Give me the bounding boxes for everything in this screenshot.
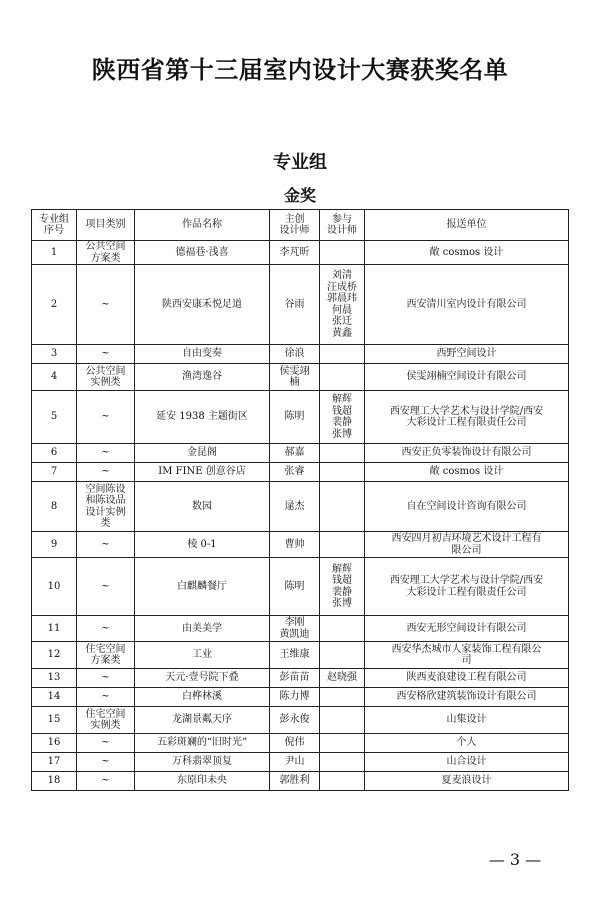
- cell-work-name: 陕西安康禾悦足道: [135, 265, 270, 345]
- cell-project-category: ~: [77, 753, 135, 772]
- cell-lead-designer: 陈力博: [270, 688, 320, 707]
- cell-submitting-unit: 夏麦浪设计: [365, 772, 569, 791]
- cell-work-name: 棱 0-1: [135, 532, 270, 558]
- table-row: [32, 707, 569, 734]
- cell-participating-designers: 赵晓强: [320, 669, 365, 688]
- table-row: [32, 463, 569, 482]
- cell-serial-number: 11: [32, 616, 77, 642]
- cell-participating-designers: [320, 444, 365, 463]
- cell-serial-number: 8: [32, 482, 77, 532]
- awards-table: [31, 209, 569, 791]
- table-row: [32, 241, 569, 265]
- cell-serial-number: 10: [32, 558, 77, 616]
- cell-submitting-unit: 西安理工大学艺术与设计学院/西安 大彩设计工程有限责任公司: [365, 558, 569, 616]
- cell-work-name: 白麒麟餐厅: [135, 558, 270, 616]
- cell-work-name: 龙湖景粼天序: [135, 707, 270, 734]
- cell-participating-designers: 解辉 钱超 裴静 张博: [320, 391, 365, 444]
- cell-submitting-unit: 自在空间设计咨询有限公司: [365, 482, 569, 532]
- cell-submitting-unit: 西安正负零装饰设计有限公司: [365, 444, 569, 463]
- cell-work-name: 金昆阁: [135, 444, 270, 463]
- table-row: [32, 642, 569, 669]
- cell-lead-designer: 王维康: [270, 642, 320, 669]
- table-header-row: [32, 210, 569, 241]
- cell-submitting-unit: 西安清川室内设计有限公司: [365, 265, 569, 345]
- award-title: 金奖: [283, 186, 316, 205]
- cell-project-category: ~: [77, 345, 135, 364]
- cell-lead-designer: 李芃昕: [270, 241, 320, 265]
- table-row: [32, 616, 569, 642]
- cell-project-category: 空间陈设 和陈设品 设计实例 类: [77, 482, 135, 532]
- cell-work-name: 自由变奏: [135, 345, 270, 364]
- cell-participating-designers: [320, 688, 365, 707]
- table-row: [32, 753, 569, 772]
- cell-work-name: 德福巷·浅喜: [135, 241, 270, 265]
- cell-serial-number: 12: [32, 642, 77, 669]
- cell-serial-number: 15: [32, 707, 77, 734]
- cell-participating-designers: [320, 616, 365, 642]
- cell-submitting-unit: 西安华杰城市人家装饰工程有限公 司: [365, 642, 569, 669]
- cell-submitting-unit: 敞 cosmos 设计: [365, 241, 569, 265]
- cell-participating-designers: [320, 734, 365, 753]
- cell-submitting-unit: 西安格欣建筑装饰设计有限公司: [365, 688, 569, 707]
- cell-participating-designers: [320, 753, 365, 772]
- cell-submitting-unit: 个人: [365, 734, 569, 753]
- cell-project-category: ~: [77, 734, 135, 753]
- cell-lead-designer: 曹帅: [270, 532, 320, 558]
- cell-project-category: ~: [77, 772, 135, 791]
- cell-serial-number: 17: [32, 753, 77, 772]
- table-row: [32, 772, 569, 791]
- cell-lead-designer: 郭胜利: [270, 772, 320, 791]
- cell-submitting-unit: 敞 cosmos 设计: [365, 463, 569, 482]
- document-title: 陕西省第十三届室内设计大赛获奖名单: [91, 55, 509, 84]
- cell-project-category: ~: [77, 463, 135, 482]
- header-project-category: 项目类别: [77, 210, 135, 241]
- cell-work-name: 数园: [135, 482, 270, 532]
- cell-serial-number: 5: [32, 391, 77, 444]
- cell-project-category: ~: [77, 391, 135, 444]
- cell-participating-designers: [320, 345, 365, 364]
- cell-submitting-unit: 西安理工大学艺术与设计学院/西安 大彩设计工程有限责任公司: [365, 391, 569, 444]
- cell-submitting-unit: 西野空间设计: [365, 345, 569, 364]
- table-row: [32, 734, 569, 753]
- cell-work-name: 延安 1938 主题街区: [135, 391, 270, 444]
- cell-lead-designer: 徐浪: [270, 345, 320, 364]
- cell-submitting-unit: 侯雯翊楠空间设计有限公司: [365, 364, 569, 391]
- cell-project-category: ~: [77, 688, 135, 707]
- header-participating-designers: 参与 设计师: [320, 210, 365, 241]
- header-submitting-unit: 报送单位: [365, 210, 569, 241]
- cell-lead-designer: 彭苗苗: [270, 669, 320, 688]
- cell-participating-designers: [320, 532, 365, 558]
- cell-participating-designers: [320, 482, 365, 532]
- cell-work-name: 由美美学: [135, 616, 270, 642]
- cell-submitting-unit: 山合设计: [365, 753, 569, 772]
- cell-project-category: ~: [77, 558, 135, 616]
- cell-project-category: 公共空间 方案类: [77, 241, 135, 265]
- header-work-name: 作品名称: [135, 210, 270, 241]
- cell-participating-designers: 解辉 钱超 裴静 张博: [320, 558, 365, 616]
- cell-work-name: 五彩斑斓的“旧时光”: [135, 734, 270, 753]
- cell-project-category: ~: [77, 616, 135, 642]
- cell-lead-designer: 尹山: [270, 753, 320, 772]
- cell-participating-designers: [320, 772, 365, 791]
- cell-participating-designers: [320, 241, 365, 265]
- cell-submitting-unit: 西安四月初吉环境艺术设计工程有 限公司: [365, 532, 569, 558]
- cell-lead-designer: 彭永俊: [270, 707, 320, 734]
- cell-lead-designer: 李刚 黄凯迪: [270, 616, 320, 642]
- table-row: [32, 482, 569, 532]
- cell-work-name: 白桦林溪: [135, 688, 270, 707]
- cell-lead-designer: 陈明: [270, 558, 320, 616]
- cell-project-category: 公共空间 实例类: [77, 364, 135, 391]
- cell-work-name: 万科翡翠顶复: [135, 753, 270, 772]
- cell-work-name: 渔湾逸谷: [135, 364, 270, 391]
- table-row: [32, 391, 569, 444]
- cell-lead-designer: 逯杰: [270, 482, 320, 532]
- cell-serial-number: 9: [32, 532, 77, 558]
- table-row: [32, 364, 569, 391]
- cell-participating-designers: [320, 463, 365, 482]
- cell-lead-designer: 倪伟: [270, 734, 320, 753]
- cell-lead-designer: 侯雯翊 楠: [270, 364, 320, 391]
- cell-serial-number: 18: [32, 772, 77, 791]
- cell-participating-designers: 刘清 汪成桥 郭晨玮 何晨 张迁 黄鑫: [320, 265, 365, 345]
- awards-table-body: [32, 241, 569, 791]
- cell-work-name: 工业: [135, 642, 270, 669]
- table-row: [32, 265, 569, 345]
- cell-serial-number: 13: [32, 669, 77, 688]
- cell-work-name: 东原印未央: [135, 772, 270, 791]
- cell-submitting-unit: 山集设计: [365, 707, 569, 734]
- header-serial-number: 专业组 序号: [32, 210, 77, 241]
- cell-project-category: 住宅空间 方案类: [77, 642, 135, 669]
- table-row: [32, 532, 569, 558]
- cell-serial-number: 3: [32, 345, 77, 364]
- header-lead-designer: 主创 设计师: [270, 210, 320, 241]
- cell-participating-designers: [320, 707, 365, 734]
- page-number: — 3 —: [488, 850, 542, 869]
- cell-project-category: ~: [77, 265, 135, 345]
- cell-serial-number: 6: [32, 444, 77, 463]
- cell-work-name: 天元·壹号院下叠: [135, 669, 270, 688]
- table-row: [32, 558, 569, 616]
- table-row: [32, 345, 569, 364]
- cell-lead-designer: 张睿: [270, 463, 320, 482]
- cell-serial-number: 1: [32, 241, 77, 265]
- cell-serial-number: 7: [32, 463, 77, 482]
- cell-serial-number: 2: [32, 265, 77, 345]
- cell-project-category: ~: [77, 444, 135, 463]
- cell-work-name: IM FINE 创意谷店: [135, 463, 270, 482]
- cell-participating-designers: [320, 364, 365, 391]
- cell-submitting-unit: 陕西麦浪建设工程有限公司: [365, 669, 569, 688]
- cell-submitting-unit: 西安无形空间设计有限公司: [365, 616, 569, 642]
- cell-lead-designer: 谷雨: [270, 265, 320, 345]
- cell-participating-designers: [320, 642, 365, 669]
- cell-lead-designer: 郝嘉: [270, 444, 320, 463]
- cell-project-category: 住宅空间 实例类: [77, 707, 135, 734]
- cell-lead-designer: 陈明: [270, 391, 320, 444]
- table-row: [32, 444, 569, 463]
- cell-project-category: ~: [77, 669, 135, 688]
- section-title: 专业组: [273, 152, 327, 173]
- cell-serial-number: 4: [32, 364, 77, 391]
- cell-serial-number: 16: [32, 734, 77, 753]
- cell-project-category: ~: [77, 532, 135, 558]
- cell-serial-number: 14: [32, 688, 77, 707]
- table-row: [32, 688, 569, 707]
- table-row: [32, 669, 569, 688]
